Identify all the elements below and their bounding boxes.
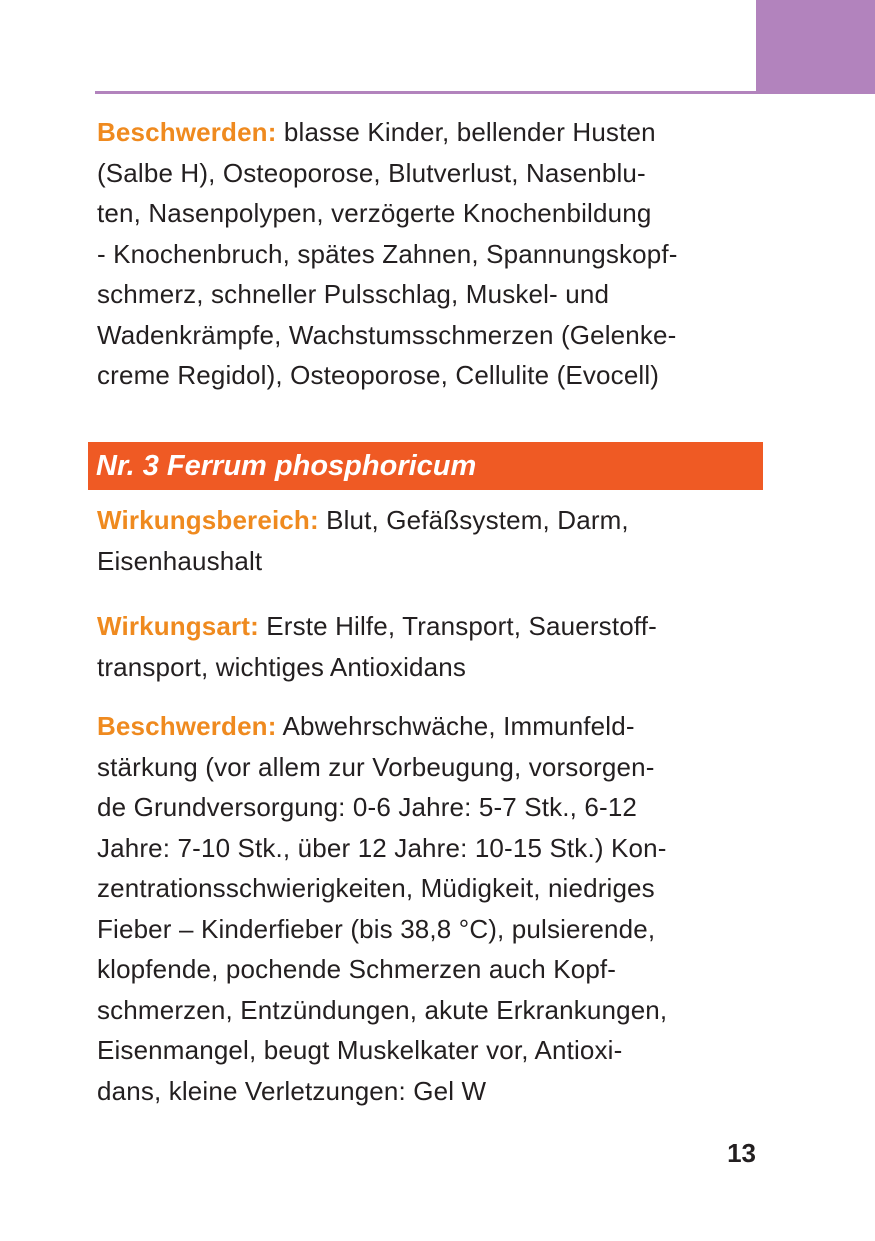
text-line: zentrationsschwierigkeiten, Müdigkeit, niedriges xyxy=(97,873,655,903)
wirkungsart-label: Wirkungsart: xyxy=(97,611,259,641)
text-line: Jahre: 7-10 Stk., über 12 Jahre: 10-15 Stk.) Kon- xyxy=(97,832,667,863)
beschwerden-paragraph-2 xyxy=(97,706,767,1111)
page-number: 13 xyxy=(727,1138,756,1168)
text-line: schmerz, schneller Pulsschlag, Muskel- und xyxy=(97,279,610,309)
text-line: transport, wichtiges Antioxidans xyxy=(97,651,466,682)
beschwerden-paragraph-1 xyxy=(97,112,767,396)
text-line: Beschwerden: Abwehrschwäche, Immunfeld- xyxy=(97,711,635,741)
text-line: klopfende, pochende Schmerzen auch Kopf- xyxy=(97,954,617,984)
text-line: (Salbe H), Osteoporose, Blutverlust, Nasenblu- xyxy=(97,157,646,188)
text-line: Eisenmangel, beugt Muskelkater vor, Antioxi- xyxy=(97,1035,623,1065)
text-line: Beschwerden: blasse Kinder, bellender Husten xyxy=(97,117,656,147)
corner-tab-marker xyxy=(756,0,875,94)
wirkungsbereich-paragraph xyxy=(97,500,767,581)
text-line: de Grundversorgung: 0-6 Jahre: 5-7 Stk., 6-12 xyxy=(97,792,638,822)
wirkungsart-paragraph xyxy=(97,606,767,687)
text-line: - Knochenbruch, spätes Zahnen, Spannungskopf- xyxy=(97,238,678,269)
text-line: Wirkungsart: Erste Hilfe, Transport, Sauerstoff- xyxy=(97,611,657,641)
text-line: Wadenkrämpfe, Wachstumsschmerzen (Gelenke- xyxy=(97,319,677,350)
section-heading-bar xyxy=(88,442,763,490)
text-line: ten, Nasenpolypen, verzögerte Knochenbildung xyxy=(97,198,652,228)
text-line: creme Regidol), Osteoporose, Cellulite (Evocell) xyxy=(97,360,660,390)
beschwerden-label: Beschwerden: xyxy=(97,711,277,741)
wirkungsbereich-label: Wirkungsbereich: xyxy=(97,505,319,535)
text-line: dans, kleine Verletzungen: Gel W xyxy=(97,1075,487,1106)
section-title: Nr. 3 Ferrum phosphoricum xyxy=(96,450,477,482)
text-line: stärkung (vor allem zur Vorbeugung, vorsorgen- xyxy=(97,751,655,782)
beschwerden-label: Beschwerden: xyxy=(97,117,277,147)
text-line: schmerzen, Entzündungen, akute Erkrankungen, xyxy=(97,994,668,1025)
top-divider xyxy=(95,91,756,94)
text-line: Fieber – Kinderfieber (bis 38,8 °C), pulsierende, xyxy=(97,913,656,944)
text-line: Eisenhaushalt xyxy=(97,545,263,576)
text-line: Wirkungsbereich: Blut, Gefäßsystem, Darm, xyxy=(97,505,629,535)
